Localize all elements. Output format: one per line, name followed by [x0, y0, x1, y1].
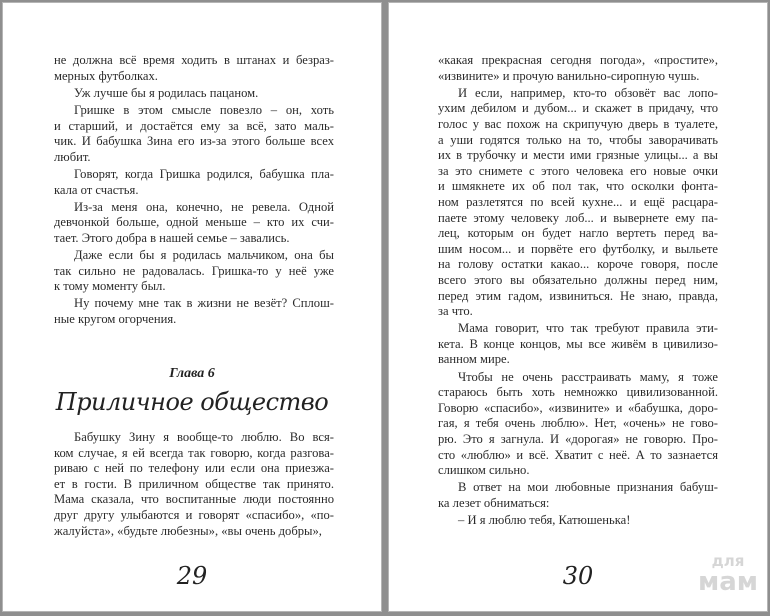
text-line: шим носом... и порвёте его футболку, и выльете	[438, 241, 718, 256]
text-line: ванном мире.	[438, 352, 510, 367]
text-line: ком случае, я ей всегда так говорю, когда разгова-	[54, 445, 334, 460]
text-line: В ответ на мои любовные признания бабуш-	[458, 480, 718, 495]
text-line: кала от счастья.	[54, 182, 139, 197]
text-line: а уши годятся только на то, чтобы заворачивать	[438, 132, 718, 147]
right-page-text	[438, 53, 718, 530]
text-line: Говорят, когда Гришка родился, бабушка пла-	[74, 166, 334, 181]
text-line: слишком сильно.	[438, 463, 530, 478]
text-line: ные кругом огорчения.	[54, 312, 177, 327]
watermark-line: мам	[697, 567, 758, 597]
text-line: Говорю «спасибо», «извините» и «бабушка, доро-	[438, 400, 718, 415]
paragraph	[438, 513, 718, 529]
text-line: чик. И бабушка Зина его из-за этого больше всех	[54, 134, 334, 149]
text-line: сто «люблю» и всё. Хватит с неё. А то зазнается	[438, 447, 718, 462]
text-line: – И я люблю тебя, Катюшенька!	[458, 513, 631, 528]
text-line: Бабушку Зину я вообще-то люблю. Во вся-	[74, 430, 334, 444]
chapter-title: Приличное общество	[55, 388, 329, 416]
text-line: Чтобы не очень расстраивать маму, я тоже	[458, 369, 718, 384]
text-line: риваю с ней по телефону или если она приезжа-	[54, 461, 334, 476]
text-line: всего этого вы обязательно должны перед ним,	[438, 272, 718, 287]
text-line: лец, которым он будет нагло вертеть перед ва-	[438, 226, 718, 241]
text-line: стараюсь быть хоть немножко цивилизованной.	[438, 385, 718, 400]
text-line: ном разлетятся по всей кухне... и ещё расцара-	[438, 194, 718, 209]
text-line: «какая прекрасная сегодня погода», «простите»,	[438, 53, 718, 67]
text-line: И если, например, кто-то обзовёт вас лопо-	[458, 85, 718, 100]
text-line: Даже если бы я родилась мальчиком, она бы	[74, 248, 334, 263]
watermark-line: для	[711, 552, 745, 570]
text-line: жалуйста», «будьте любезны», «вы очень добры»,	[54, 523, 322, 538]
paragraph	[438, 321, 718, 368]
text-line: Гришке в этом смысле повезло – он, хоть	[74, 102, 334, 117]
text-line: перед этим гадом, извиниться. Не знаю, правда,	[438, 288, 718, 303]
text-line: девчонкой больше, одной меньше – кто их счи-	[54, 215, 334, 230]
right-page	[388, 2, 768, 612]
left-page	[2, 2, 382, 612]
left-page-top-text	[54, 53, 334, 329]
page-number: 30	[562, 562, 594, 590]
text-line: на голову остатки какао... короче говоря, после	[438, 257, 718, 272]
text-line: Мама сказала, что воспитанные люди постоянно	[54, 492, 334, 507]
paragraph	[438, 480, 718, 511]
text-line: Ну почему мне так в жизни не везёт? Сплош-	[74, 296, 334, 311]
text-line: мерных футболках.	[54, 68, 158, 83]
text-line: тает. Этого добра в нашей семье – завались.	[54, 230, 290, 245]
paragraph	[54, 167, 334, 198]
paragraph	[438, 53, 718, 84]
paragraph	[54, 248, 334, 295]
paragraph	[54, 296, 334, 327]
text-line: Уж лучше бы я родилась пацаном.	[74, 85, 259, 100]
text-line: голос у вас похож на скрипучую дверь в туалете,	[438, 116, 718, 131]
text-line: ухим дебилом и дубом... и скажет в придачу, что	[438, 101, 718, 116]
text-line: и старший, и достаётся ему за всё, зато маль-	[54, 118, 334, 133]
text-line: кета. В конце концов, мы все живём в цивилизо-	[438, 336, 718, 351]
text-line: Мама говорит, что так требуют правила эти-	[458, 321, 718, 336]
paragraph	[54, 430, 334, 539]
text-line: так сильно не радовалась. Гришка-то у неё уже	[54, 263, 334, 278]
text-line: и шмякнете их об пол так, что осколки фонта-	[438, 179, 718, 194]
text-line: их в трубочку и мести ими грязные улицы... а вы	[438, 148, 718, 163]
text-line: ет в гости. В приличном обществе так принято.	[54, 476, 334, 491]
text-line: за это снимете с этого человека его новые очки	[438, 163, 718, 178]
text-line: Из-за меня она, конечно, не ревела. Одной	[74, 199, 334, 214]
page-number: 29	[176, 562, 208, 590]
left-page-bottom-text	[54, 430, 334, 541]
watermark-logo	[698, 554, 758, 595]
paragraph	[54, 103, 334, 165]
text-line: гая, я тебя очень люблю». Нет, «очень» не гово-	[438, 416, 718, 431]
paragraph	[438, 86, 718, 320]
text-line: не должна всё время ходить в штанах и безраз-	[54, 53, 334, 67]
text-line: ка лезет обниматься:	[438, 496, 550, 510]
paragraph	[438, 370, 718, 479]
text-line: любит.	[54, 149, 91, 164]
paragraph	[54, 53, 334, 84]
text-line: друг другу улыбаются и говорят «спасибо», «по-	[54, 507, 334, 522]
paragraph	[54, 86, 334, 102]
chapter-number: Глава 6	[169, 366, 215, 381]
text-line: к тому моменту был.	[54, 279, 166, 294]
text-line: «извините» и прочую ванильно-сиропную чушь.	[438, 68, 700, 83]
text-line: за что.	[438, 304, 473, 319]
paragraph	[54, 200, 334, 247]
text-line: рю. Это я загнула. И «дорогая» не говорю. Про-	[438, 432, 718, 447]
text-line: паете этому человеку лоб... и вывернете ему па-	[438, 210, 718, 225]
